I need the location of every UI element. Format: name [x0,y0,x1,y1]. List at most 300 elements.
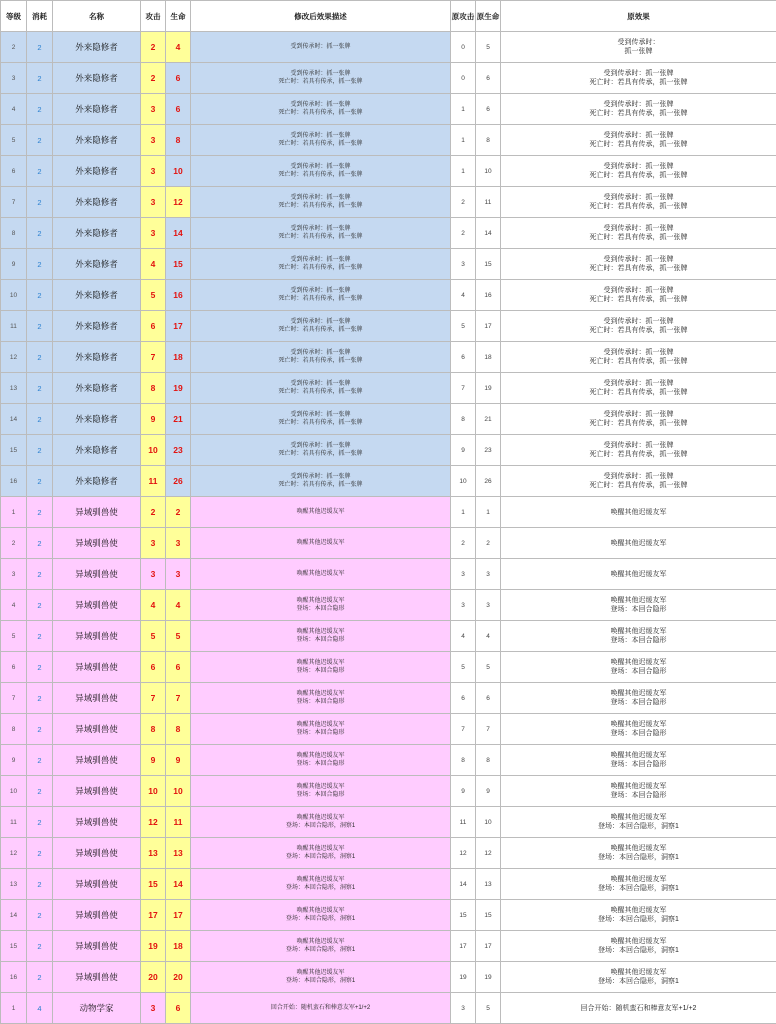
original-effect-line: 唤醒其他迟缓友军 [610,690,667,697]
original-health-cell: 9 [476,776,501,807]
name-cell: 异域驯兽使 [53,621,141,652]
original-effect-line: 死亡时：若具有传承，抓一张牌 [589,451,688,458]
original-attack-cell: 7 [451,714,476,745]
cost-cell: 2 [27,900,53,931]
effect-line: 受到传承时：抓一张牌 [290,288,351,294]
original-effect-line: 受到传承时：抓一张牌 [603,411,674,418]
original-effect-cell [501,311,776,342]
name-cell: 外来隐修者 [53,32,141,63]
original-health-cell: 21 [476,404,501,435]
original-attack-cell: 6 [451,342,476,373]
original-effect-line: 唤醒其他迟缓友军 [610,721,667,728]
attack-cell: 3 [141,559,166,590]
original-attack-cell: 17 [451,931,476,962]
health-cell: 6 [166,993,191,1024]
table-row [1,63,776,94]
original-effect-cell [501,900,776,931]
health-cell: 17 [166,900,191,931]
effect-line: 死亡时：若具有传承，抓一张牌 [278,141,363,147]
original-effect-line: 唤醒其他迟缓友军 [610,938,667,945]
level-cell: 10 [1,776,27,807]
level-cell: 15 [1,931,27,962]
health-cell: 14 [166,218,191,249]
attack-cell: 8 [141,373,166,404]
original-health-cell: 8 [476,125,501,156]
effect-line: 受到传承时：抓一张牌 [290,443,351,449]
modified-effect-cell [191,869,451,900]
health-cell: 11 [166,807,191,838]
original-effect-line: 登场：本回合隐形 [610,606,667,613]
original-effect-line: 登场：本回合隐形 [610,637,667,644]
level-cell: 16 [1,466,27,497]
original-attack-cell: 1 [451,497,476,528]
name-cell: 外来隐修者 [53,435,141,466]
effect-line: 受到传承时：抓一张牌 [290,257,351,263]
attack-cell: 9 [141,745,166,776]
original-effect-line: 唤醒其他迟缓友军 [610,969,667,976]
original-effect-line: 唤醒其他迟缓友军 [610,752,667,759]
level-cell: 1 [1,497,27,528]
cost-cell: 2 [27,249,53,280]
effect-line: 登场：本回合隐形，洞察1 [285,947,356,953]
modified-effect-cell [191,342,451,373]
original-attack-cell: 2 [451,187,476,218]
original-health-cell: 2 [476,528,501,559]
cost-cell: 2 [27,497,53,528]
level-cell: 2 [1,32,27,63]
original-effect-line: 登场：本回合隐形 [610,730,667,737]
header-health: 生命 [166,1,191,32]
table-row [1,435,776,466]
original-health-cell: 19 [476,962,501,993]
modified-effect-cell [191,63,451,94]
header-original-attack: 原攻击 [451,1,476,32]
original-effect-cell [501,404,776,435]
effect-line: 死亡时：若具有传承，抓一张牌 [278,482,363,488]
modified-effect-cell [191,776,451,807]
original-health-cell: 14 [476,218,501,249]
original-health-cell: 16 [476,280,501,311]
original-effect-cell [501,528,776,559]
cost-cell: 2 [27,621,53,652]
health-cell: 4 [166,32,191,63]
effect-line: 死亡时：若具有传承，抓一张牌 [278,79,363,85]
original-attack-cell: 2 [451,218,476,249]
original-health-cell: 10 [476,156,501,187]
health-cell: 8 [166,714,191,745]
effect-line: 唤醒其他迟缓友军 [296,540,345,546]
modified-effect-cell [191,311,451,342]
table-body [1,32,776,1024]
cost-cell: 2 [27,683,53,714]
name-cell: 外来隐修者 [53,311,141,342]
effect-line: 受到传承时：抓一张牌 [290,319,351,325]
attack-cell: 12 [141,807,166,838]
table-row [1,497,776,528]
modified-effect-cell [191,218,451,249]
name-cell: 异域驯兽使 [53,559,141,590]
health-cell: 18 [166,931,191,962]
effect-line: 登场：本回合隐形，洞察1 [285,854,356,860]
health-cell: 8 [166,125,191,156]
modified-effect-cell [191,714,451,745]
level-cell: 14 [1,900,27,931]
original-health-cell: 13 [476,869,501,900]
level-cell: 13 [1,373,27,404]
cost-cell: 2 [27,342,53,373]
modified-effect-cell [191,404,451,435]
original-effect-line: 唤醒其他迟缓友军 [610,570,667,578]
effect-line: 死亡时：若具有传承，抓一张牌 [278,389,363,395]
effect-line: 唤醒其他迟缓友军 [296,970,345,976]
attack-cell: 2 [141,63,166,94]
effect-line: 死亡时：若具有传承，抓一张牌 [278,110,363,116]
modified-effect-cell [191,621,451,652]
original-attack-cell: 15 [451,900,476,931]
cost-cell: 2 [27,466,53,497]
original-effect-cell [501,218,776,249]
name-cell: 异域驯兽使 [53,838,141,869]
original-effect-line: 登场：本回合隐形，洞察1 [598,947,679,954]
cost-cell: 2 [27,63,53,94]
original-effect-line: 登场：本回合隐形，洞察1 [598,854,679,861]
original-effect-line: 受到传承时：抓一张牌 [603,256,674,263]
effect-line: 登场：本回合隐形 [296,730,345,736]
original-effect-line: 死亡时：若具有传承，抓一张牌 [589,79,688,86]
effect-line: 登场：本回合隐形 [296,761,345,767]
cost-cell: 2 [27,280,53,311]
original-effect-cell [501,280,776,311]
health-cell: 9 [166,745,191,776]
original-health-cell: 7 [476,714,501,745]
name-cell: 异域驯兽使 [53,900,141,931]
original-attack-cell: 6 [451,683,476,714]
original-effect-line: 死亡时：若具有传承，抓一张牌 [589,234,688,241]
table-row [1,311,776,342]
level-cell: 6 [1,652,27,683]
effect-line: 唤醒其他迟缓友军 [296,784,345,790]
table-row [1,962,776,993]
health-cell: 18 [166,342,191,373]
health-cell: 6 [166,94,191,125]
cost-cell: 2 [27,962,53,993]
original-effect-line: 受到传承时：抓一张牌 [603,349,674,356]
effect-line: 死亡时：若具有传承，抓一张牌 [278,327,363,333]
modified-effect-cell [191,435,451,466]
original-health-cell: 15 [476,900,501,931]
original-effect-line: 登场：本回合隐形，洞察1 [598,978,679,985]
level-cell: 5 [1,125,27,156]
table-row [1,869,776,900]
original-attack-cell: 2 [451,528,476,559]
original-health-cell: 3 [476,559,501,590]
effect-line: 受到传承时：抓一张牌 [290,195,351,201]
table-row [1,218,776,249]
original-effect-line: 回合开始：随机蛮石和棒意友军+1/+2 [580,1004,697,1012]
cost-cell: 2 [27,373,53,404]
effect-line: 唤醒其他迟缓友军 [296,571,345,577]
header-original-health: 原生命 [476,1,501,32]
name-cell: 异域驯兽使 [53,745,141,776]
effect-line: 登场：本回合隐形 [296,792,345,798]
level-cell: 4 [1,94,27,125]
original-effect-line: 受到传承时：抓一张牌 [603,194,674,201]
original-effect-cell [501,652,776,683]
effect-line: 登场：本回合隐形，洞察1 [285,978,356,984]
original-effect-cell [501,249,776,280]
table-row [1,559,776,590]
effect-line: 死亡时：若具有传承，抓一张牌 [278,296,363,302]
original-effect-line: 抓一张牌 [624,48,653,55]
level-cell: 14 [1,404,27,435]
health-cell: 23 [166,435,191,466]
header-row [1,1,776,32]
original-effect-line: 死亡时：若具有传承，抓一张牌 [589,420,688,427]
original-effect-line: 死亡时：若具有传承，抓一张牌 [589,141,688,148]
level-cell: 11 [1,311,27,342]
effect-line: 受到传承时：抓一张牌 [290,350,351,356]
health-cell: 13 [166,838,191,869]
attack-cell: 8 [141,714,166,745]
cost-cell: 2 [27,838,53,869]
name-cell: 异域驯兽使 [53,807,141,838]
name-cell: 异域驯兽使 [53,528,141,559]
effect-line: 死亡时：若具有传承，抓一张牌 [278,358,363,364]
cost-cell: 2 [27,931,53,962]
original-attack-cell: 4 [451,621,476,652]
table-row [1,466,776,497]
cost-cell: 2 [27,714,53,745]
table-row [1,373,776,404]
header-name: 名称 [53,1,141,32]
original-effect-cell [501,32,776,63]
effect-line: 唤醒其他迟缓友军 [296,509,345,515]
cost-cell: 2 [27,94,53,125]
modified-effect-cell [191,683,451,714]
original-health-cell: 1 [476,497,501,528]
cost-cell: 2 [27,869,53,900]
cost-cell: 2 [27,435,53,466]
original-effect-line: 唤醒其他迟缓友军 [610,814,667,821]
original-effect-cell [501,807,776,838]
original-effect-cell [501,931,776,962]
original-effect-line: 唤醒其他迟缓友军 [610,876,667,883]
original-effect-line: 死亡时：若具有传承，抓一张牌 [589,172,688,179]
header-modified-effect: 修改后效果描述 [191,1,451,32]
original-attack-cell: 8 [451,745,476,776]
table-row [1,249,776,280]
original-effect-cell [501,342,776,373]
table-row [1,187,776,218]
level-cell: 12 [1,838,27,869]
health-cell: 19 [166,373,191,404]
health-cell: 12 [166,187,191,218]
original-effect-line: 受到传承时：抓一张牌 [603,132,674,139]
attack-cell: 7 [141,342,166,373]
name-cell: 外来隐修者 [53,218,141,249]
attack-cell: 20 [141,962,166,993]
table-row [1,404,776,435]
original-effect-cell [501,94,776,125]
attack-cell: 5 [141,280,166,311]
name-cell: 外来隐修者 [53,404,141,435]
cost-cell: 4 [27,993,53,1024]
original-effect-line: 受到传承时：抓一张牌 [603,225,674,232]
modified-effect-cell [191,590,451,621]
attack-cell: 10 [141,776,166,807]
health-cell: 5 [166,621,191,652]
table-row [1,32,776,63]
modified-effect-cell [191,94,451,125]
original-effect-line: 受到传承时：抓一张牌 [603,70,674,77]
level-cell: 1 [1,993,27,1024]
original-effect-line: 登场：本回合隐形 [610,761,667,768]
original-effect-line: 受到传承时：抓一张牌 [603,318,674,325]
original-effect-line: 受到传承时：抓一张牌 [603,163,674,170]
original-attack-cell: 3 [451,993,476,1024]
original-effect-cell [501,125,776,156]
name-cell: 外来隐修者 [53,466,141,497]
table-row [1,621,776,652]
original-attack-cell: 0 [451,63,476,94]
original-health-cell: 26 [476,466,501,497]
effect-line: 死亡时：若具有传承，抓一张牌 [278,265,363,271]
effect-line: 死亡时：若具有传承，抓一张牌 [278,420,363,426]
original-effect-line: 唤醒其他迟缓友军 [610,907,667,914]
name-cell: 异域驯兽使 [53,776,141,807]
original-effect-cell [501,993,776,1024]
level-cell: 8 [1,714,27,745]
effect-line: 唤醒其他迟缓友军 [296,877,345,883]
effect-line: 死亡时：若具有传承，抓一张牌 [278,203,363,209]
original-effect-line: 受到传承时： [617,39,660,46]
effect-line: 唤醒其他迟缓友军 [296,908,345,914]
name-cell: 外来隐修者 [53,342,141,373]
table-row [1,683,776,714]
name-cell: 异域驯兽使 [53,931,141,962]
attack-cell: 3 [141,528,166,559]
original-attack-cell: 3 [451,559,476,590]
modified-effect-cell [191,32,451,63]
level-cell: 3 [1,559,27,590]
effect-line: 受到传承时：抓一张牌 [290,226,351,232]
level-cell: 9 [1,249,27,280]
original-effect-line: 登场：本回合隐形，洞察1 [598,885,679,892]
original-attack-cell: 9 [451,435,476,466]
attack-cell: 4 [141,249,166,280]
original-effect-line: 死亡时：若具有传承，抓一张牌 [589,203,688,210]
level-cell: 11 [1,807,27,838]
effect-line: 受到传承时：抓一张牌 [290,474,351,480]
effect-line: 唤醒其他迟缓友军 [296,722,345,728]
health-cell: 14 [166,869,191,900]
modified-effect-cell [191,745,451,776]
original-attack-cell: 12 [451,838,476,869]
table-row [1,838,776,869]
original-health-cell: 23 [476,435,501,466]
attack-cell: 6 [141,652,166,683]
original-effect-cell [501,745,776,776]
attack-cell: 9 [141,404,166,435]
original-effect-cell [501,683,776,714]
original-effect-line: 死亡时：若具有传承，抓一张牌 [589,296,688,303]
attack-cell: 5 [141,621,166,652]
level-cell: 10 [1,280,27,311]
original-effect-cell [501,590,776,621]
modified-effect-cell [191,931,451,962]
table-row [1,652,776,683]
health-cell: 6 [166,63,191,94]
header-attack: 攻击 [141,1,166,32]
level-cell: 12 [1,342,27,373]
original-effect-line: 死亡时：若具有传承，抓一张牌 [589,389,688,396]
effect-line: 登场：本回合隐形 [296,637,345,643]
cost-cell: 2 [27,404,53,435]
header-cost: 消耗 [27,1,53,32]
name-cell: 异域驯兽使 [53,714,141,745]
effect-line: 登场：本回合隐形，洞察1 [285,885,356,891]
health-cell: 10 [166,156,191,187]
attack-cell: 3 [141,156,166,187]
effect-line: 死亡时：若具有传承，抓一张牌 [278,451,363,457]
original-health-cell: 5 [476,652,501,683]
attack-cell: 17 [141,900,166,931]
effect-line: 唤醒其他迟缓友军 [296,753,345,759]
health-cell: 26 [166,466,191,497]
original-effect-cell [501,838,776,869]
modified-effect-cell [191,187,451,218]
table-row [1,900,776,931]
health-cell: 17 [166,311,191,342]
original-health-cell: 8 [476,745,501,776]
original-effect-line: 受到传承时：抓一张牌 [603,380,674,387]
name-cell: 异域驯兽使 [53,962,141,993]
effect-line: 死亡时：若具有传承，抓一张牌 [278,234,363,240]
original-effect-cell [501,63,776,94]
original-attack-cell: 3 [451,590,476,621]
original-effect-line: 死亡时：若具有传承，抓一张牌 [589,327,688,334]
modified-effect-cell [191,993,451,1024]
effect-line: 死亡时：若具有传承，抓一张牌 [278,172,363,178]
name-cell: 外来隐修者 [53,280,141,311]
effect-line: 唤醒其他迟缓友军 [296,598,345,604]
modified-effect-cell [191,900,451,931]
effect-line: 受到传承时：抓一张牌 [290,102,351,108]
table-row [1,125,776,156]
original-health-cell: 5 [476,993,501,1024]
original-effect-line: 死亡时：若具有传承，抓一张牌 [589,482,688,489]
cost-cell: 2 [27,590,53,621]
attack-cell: 3 [141,94,166,125]
cost-cell: 2 [27,807,53,838]
original-effect-line: 唤醒其他迟缓友军 [610,845,667,852]
health-cell: 15 [166,249,191,280]
table-row [1,745,776,776]
original-health-cell: 5 [476,32,501,63]
health-cell: 3 [166,559,191,590]
original-effect-line: 登场：本回合隐形，洞察1 [598,916,679,923]
level-cell: 8 [1,218,27,249]
cost-cell: 2 [27,776,53,807]
effect-line: 受到传承时：抓一张牌 [290,164,351,170]
cost-cell: 2 [27,32,53,63]
attack-cell: 3 [141,993,166,1024]
modified-effect-cell [191,497,451,528]
attack-cell: 11 [141,466,166,497]
original-health-cell: 6 [476,94,501,125]
name-cell: 外来隐修者 [53,63,141,94]
original-effect-line: 登场：本回合隐形 [610,699,667,706]
